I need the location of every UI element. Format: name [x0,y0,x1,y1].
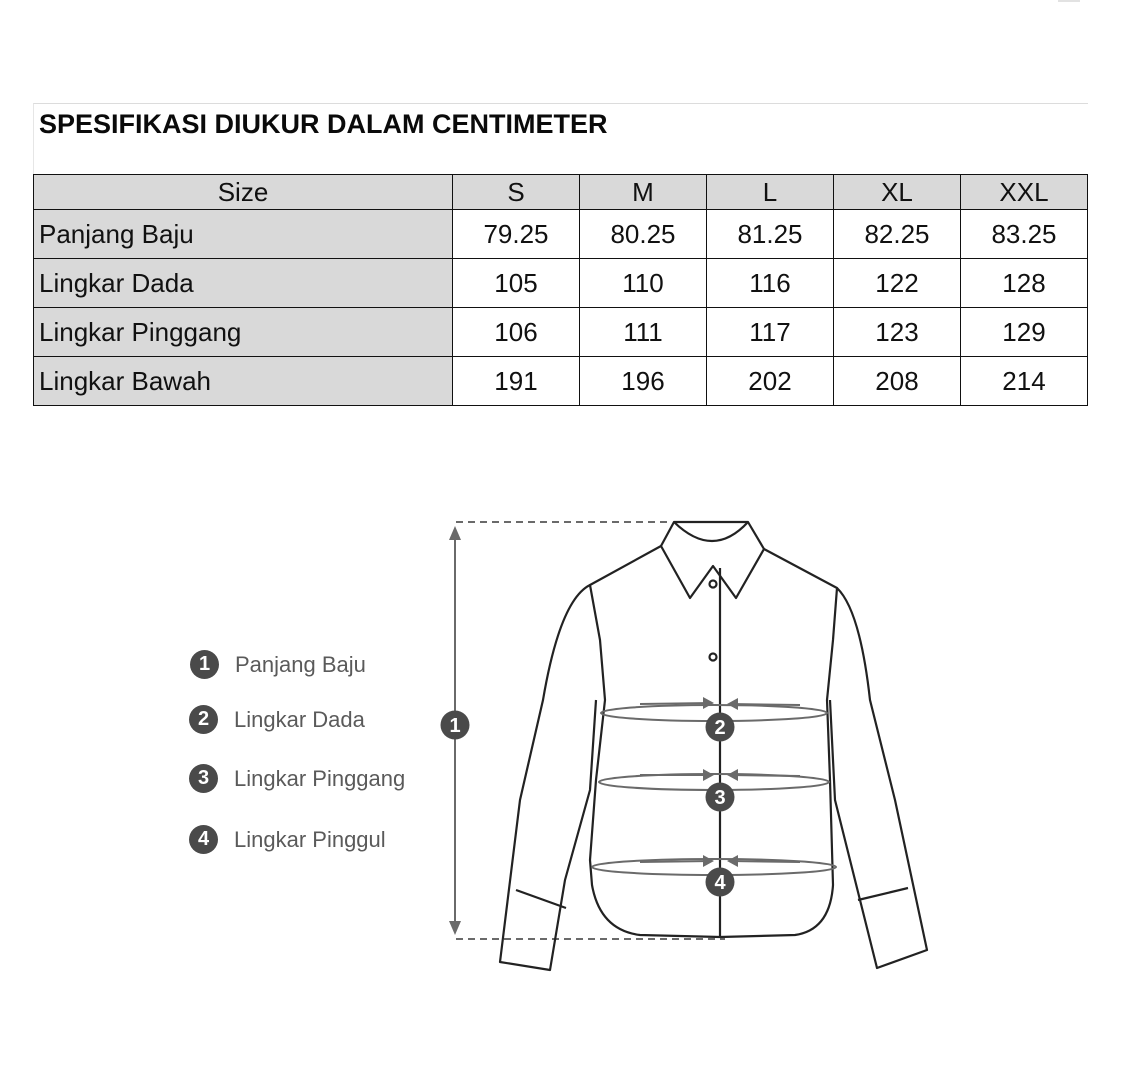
table-cell: 202 [707,357,834,406]
table-cell: 196 [580,357,707,406]
table-cell: 191 [453,357,580,406]
header-cell-size: Size [34,175,453,210]
table-cell: 111 [580,308,707,357]
table-cell: 214 [961,357,1088,406]
table-cell: 81.25 [707,210,834,259]
header-cell-l: L [707,175,834,210]
page-title: SPESIFIKASI DIUKUR DALAM CENTIMETER [39,109,608,139]
svg-text:4: 4 [714,872,726,894]
header-cell-xxl: XXL [961,175,1088,210]
marker-4-icon [706,868,735,897]
table-cell: 129 [961,308,1088,357]
table-cell: 128 [961,259,1088,308]
marker-3-icon [706,783,735,812]
table-cell: 110 [580,259,707,308]
table-cell: 83.25 [961,210,1088,259]
table-cell: 105 [453,259,580,308]
table-cell: 116 [707,259,834,308]
table-cell: 79.25 [453,210,580,259]
svg-text:1: 1 [449,715,461,737]
legend-label: Lingkar Pinggang [234,765,406,791]
number-badge-icon: 1 [190,650,219,679]
header-cell-xl: XL [834,175,961,210]
table-cell: 106 [453,308,580,357]
svg-text:3: 3 [714,787,726,809]
header-cell-s: S [453,175,580,210]
svg-text:2: 2 [714,717,726,739]
row-label: Lingkar Bawah [34,357,453,406]
table-cell: 82.25 [834,210,961,259]
number-badge-icon: 4 [189,825,218,854]
table-cell: 208 [834,357,961,406]
table-cell: 80.25 [580,210,707,259]
marker-1-icon [441,711,470,740]
number-badge-icon: 2 [189,705,218,734]
row-label: Lingkar Dada [34,259,453,308]
header-cell-m: M [580,175,707,210]
row-label: Panjang Baju [34,210,453,259]
table-cell: 122 [834,259,961,308]
table-cell: 117 [707,308,834,357]
legend-label: Lingkar Pinggul [234,826,386,852]
table-cell: 123 [834,308,961,357]
number-badge-icon: 3 [189,764,218,793]
row-label: Lingkar Pinggang [34,308,453,357]
legend-label: Lingkar Dada [234,706,365,732]
marker-2-icon [706,713,735,742]
legend-label: Panjang Baju [235,651,366,677]
shirt-outline [500,522,927,970]
